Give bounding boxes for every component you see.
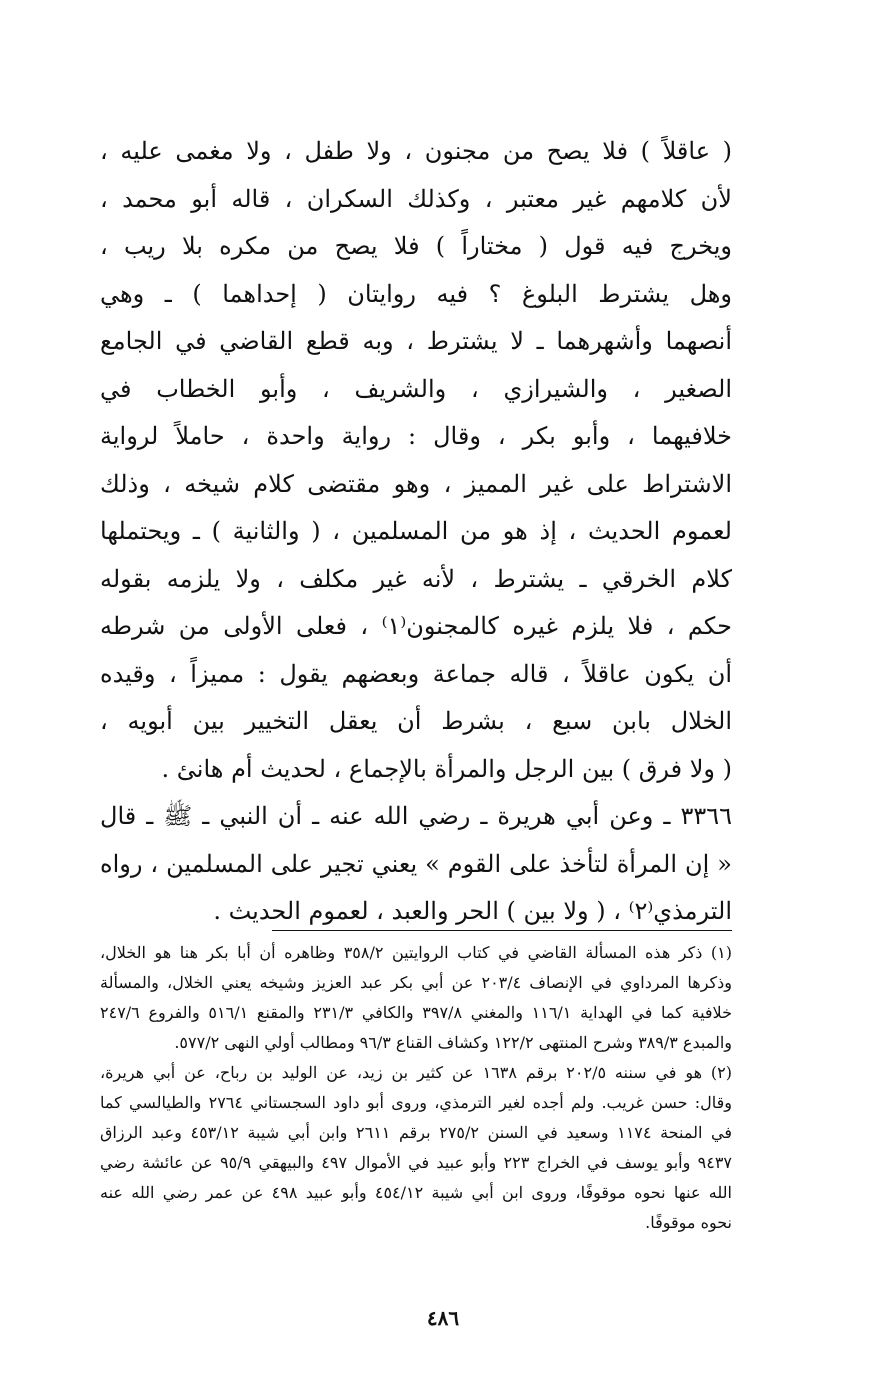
text-line-13: الخلال بابن سبع ، بشرط أن يعقل التخيير بين أبويه ، <box>100 707 732 735</box>
text-line-3: ويخرج فيه قول ( مختاراً ) فلا يصح من مكره بلا ريب ، <box>100 232 732 260</box>
footnote-line-7: في المنحة ١١٧٤ وسعيد في السنن ٢٧٥/٢ برقم ٢٦١١ وابن أبي شيبة ٤٥٣/١٢ وعبد الرزاق <box>100 1123 732 1142</box>
text-line-4: وهل يشترط البلوغ ؟ فيه روايتان ( إحداهما ) ـ وهي <box>100 279 732 308</box>
text-line-2: لأن كلامهم غير معتبر ، وكذلك السكران ، قاله أبو محمد ، <box>100 184 732 213</box>
page-number: ٤٨٦ <box>426 1306 460 1330</box>
text-line-6: الصغير ، والشيرازي ، والشريف ، وأبو الخطاب في <box>100 374 732 403</box>
footnote-line-3: خلافية كما في الهداية ١١٦/١ والمغني ٣٩٧/٨ والكافي ٢٣١/٣ والمقنع ٥١٦/١ والفروع ٢٤٧/٦ <box>100 1003 732 1022</box>
footnote-line-2: وذكرها المرداوي في الإنصاف ٢٠٣/٤ عن أبي بكر عبد العزيز وشيخه يعني الخلال، والمسألة <box>100 973 732 992</box>
text-line-14: ( ولا فرق ) بين الرجل والمرأة بالإجماع ، لحديث أم هانئ . <box>161 754 732 783</box>
footnote-line-6: وقال: حسن غريب. ولم أجده لغير الترمذي، وروى أبو داود السجستاني ٢٧٦٤ والطيالسي كما <box>100 1093 732 1112</box>
text-line-12: أن يكون عاقلاً ، قاله جماعة وبعضهم يقول : مميزاً ، وقيده <box>100 659 732 688</box>
footnote-line-9: الله عنها نحوه موقوفًا، وروى ابن أبي شيبة ٤٥٤/١٢ وأبو عبيد ٤٩٨ عن عمر رضي الله عنه <box>100 1183 732 1202</box>
footnote-line-1: (١) ذكر هذه المسألة القاضي في كتاب الروايتين ٣٥٨/٢ وظاهره أن أبا بكر هنا هو الخلال، <box>100 943 732 962</box>
text-line-8: الاشتراط على غير المميز ، وهو مقتضى كلام شيخه ، وذلك <box>100 469 732 498</box>
text-line-11: حكم ، فلا يلزم غيره كالمجنون⁽١⁾ ، فعلى الأولى من شرطه <box>100 612 732 640</box>
main-text <box>100 128 732 936</box>
text-line-17: الترمذي⁽٢⁾ ، ( ولا بين ) الحر والعبد ، لعموم الحديث . <box>213 897 732 925</box>
footnotes <box>100 938 732 1238</box>
footnote-line-5: (٢) هو في سننه ٢٠٢/٥ برقم ١٦٣٨ عن كثير بن زيد، عن الوليد بن رباح، عن أبي هريرة، <box>100 1063 732 1082</box>
footnote-line-10: نحوه موقوفًا. <box>645 1213 732 1232</box>
footnote-separator <box>272 930 732 931</box>
text-line-16: « إن المرأة لتأخذ على القوم » يعني تجير على المسلمين ، رواه <box>100 849 732 878</box>
text-line-15: ٣٣٦٦ ـ وعن أبي هريرة ـ رضي الله عنه ـ أن النبي ـ ﷺ ـ قال <box>100 802 732 830</box>
footnote-line-4: والمبدع ٣٨٩/٣ وشرح المنتهى ١٢٢/٢ وكشاف القناع ٩٦/٣ ومطالب أولي النهى ٥٧٧/٢. <box>174 1033 732 1052</box>
footnote-line-8: ٩٤٣٧ وأبو يوسف في الخراج ٢٢٣ وأبو عبيد في الأموال ٤٩٧ والبيهقي ٩٥/٩ عن عائشة رضي <box>100 1153 732 1172</box>
text-line-10: كلام الخرقي ـ يشترط ، لأنه غير مكلف ، ولا يلزمه بقوله <box>100 564 732 593</box>
text-line-1: ( عاقلاً ) فلا يصح من مجنون ، ولا طفل ، ولا مغمى عليه ، <box>100 137 732 165</box>
text-line-5: أنصهما وأشهرهما ـ لا يشترط ، وبه قطع القاضي في الجامع <box>100 327 732 355</box>
text-line-9: لعموم الحديث ، إذ هو من المسلمين ، ( والثانية ) ـ ويحتملها <box>100 517 732 545</box>
text-line-7: خلافيهما ، وأبو بكر ، وقال : رواية واحدة ، حاملاً لرواية <box>100 422 732 450</box>
